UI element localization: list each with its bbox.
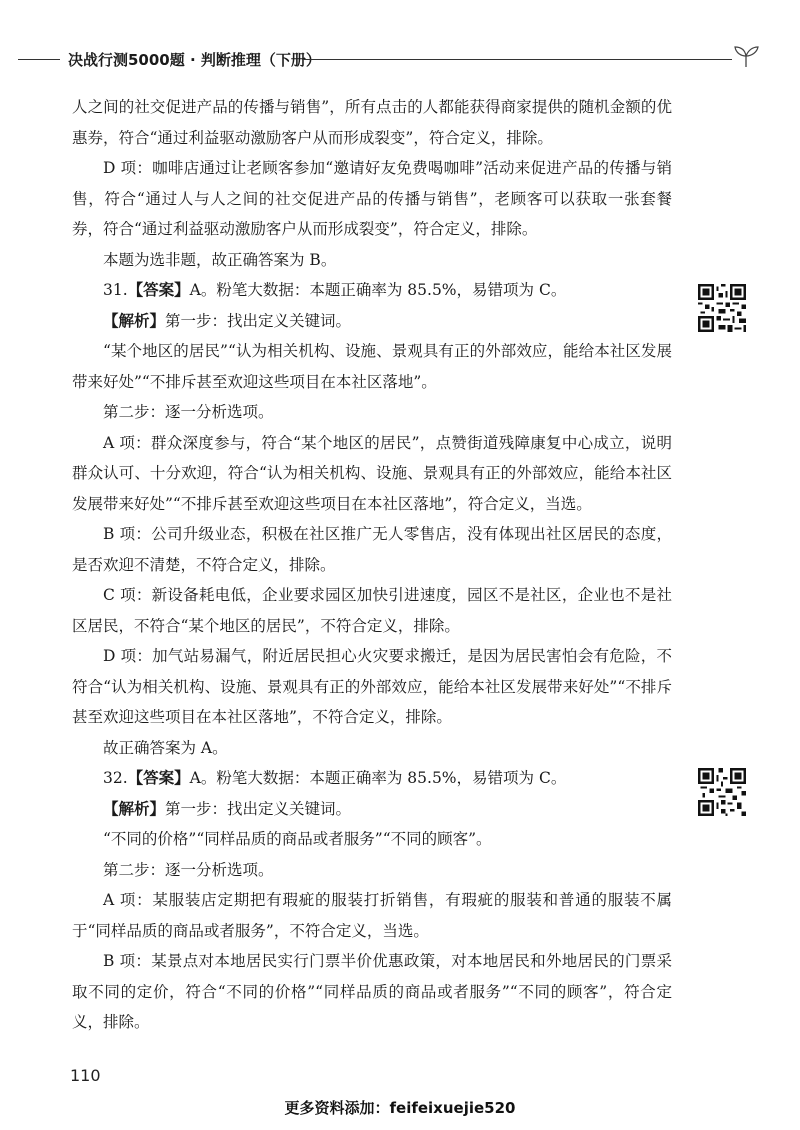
answer-31: 31.【答案】A。粉笔大数据：本题正确率为 85.5%，易错项为 C。: [103, 281, 567, 299]
book-title: 决战行测5000题 · 判断推理（下册）: [68, 51, 321, 69]
paragraph: 故正确答案为 A。: [103, 738, 228, 757]
analysis-31: 【解析】第一步：找出定义关键词。: [103, 311, 352, 330]
paragraph: 本题为选非题，故正确答案为 B。: [103, 250, 337, 269]
footer-promo-text: 更多资料添加：feifeixuejie520: [284, 1099, 516, 1117]
page-content: [72, 92, 672, 1038]
paragraph: B 项：某景点对本地居民实行门票半价优惠政策，对本地居民和外地居民的门票采取不同的定价，符合“不同的价格”“同样品质的商品或者服务”“不同的顾客”，符合定义，排除。: [72, 952, 672, 1031]
paragraph: A 项：某服装店定期把有瑕疵的服装打折销售，有瑕疵的服装和普通的服装不属于“同样品质的商品或者服务”，不符合定义，当选。: [72, 891, 672, 940]
header-rule-right: [302, 59, 732, 60]
paragraph: 人之间的社交促进产品的传播与销售”，所有点击的人都能获得商家提供的随机金额的优惠券，符合“通过利益驱动激励客户从而形成裂变”，符合定义，排除。: [72, 98, 672, 147]
analysis-32: 【解析】第一步：找出定义关键词。: [103, 799, 352, 818]
paragraph: A 项：群众深度参与，符合“某个地区的居民”，点赞街道残障康复中心成立，说明群众认可、十分欢迎，符合“认为相关机构、设施、景观具有正的外部效应，能给本社区发展带来好处”“不排斥甚至欢迎这些项目在本社区落地”，符合定义，当选。: [72, 433, 672, 513]
paragraph: D 项：加气站易漏气，附近居民担心火灾要求搬迁，是因为居民害怕会有危险，不符合“认为相关机构、设施、景观具有正的外部效应，能给本社区发展带来好处”“不排斥甚至欢迎这些项目在本社区落地”，不符合定义，排除。: [72, 647, 672, 726]
paragraph: B 项：公司升级业态，积极在社区推广无人零售店，没有体现出社区居民的态度，是否欢迎不清楚，不符合定义，排除。: [72, 525, 672, 574]
answer-32: 32.【答案】A。粉笔大数据：本题正确率为 85.5%，易错项为 C。: [103, 769, 567, 787]
paragraph: C 项：新设备耗电低，企业要求园区加快引进速度，园区不是社区，企业也不是社区居民，不符合“某个地区的居民”，不符合定义，排除。: [72, 586, 672, 635]
sprout-icon: [732, 44, 760, 68]
paragraph: D 项：咖啡店通过让老顾客参加“邀请好友免费喝咖啡”活动来促进产品的传播与销售，符合“通过人与人之间的社交促进产品的传播与销售”，老顾客可以获取一张套餐券，符合“通过利益驱动激励客户从而形成裂变”，符合定义，排除。: [72, 159, 672, 238]
page-number: 110: [70, 1066, 101, 1085]
qr-code-icon[interactable]: [698, 768, 746, 816]
running-header: [0, 44, 800, 74]
paragraph: 第二步：逐一分析选项。: [103, 860, 274, 879]
paragraph: “某个地区的居民”“认为相关机构、设施、景观具有正的外部效应，能给本社区发展带来好处”“不排斥甚至欢迎这些项目在本社区落地”。: [72, 342, 672, 391]
paragraph: “不同的价格”“同样品质的商品或者服务”“不同的顾客”。: [103, 830, 492, 848]
paragraph: 第二步：逐一分析选项。: [103, 403, 274, 421]
qr-code-icon[interactable]: [698, 284, 746, 332]
header-rule-left: [18, 59, 60, 60]
